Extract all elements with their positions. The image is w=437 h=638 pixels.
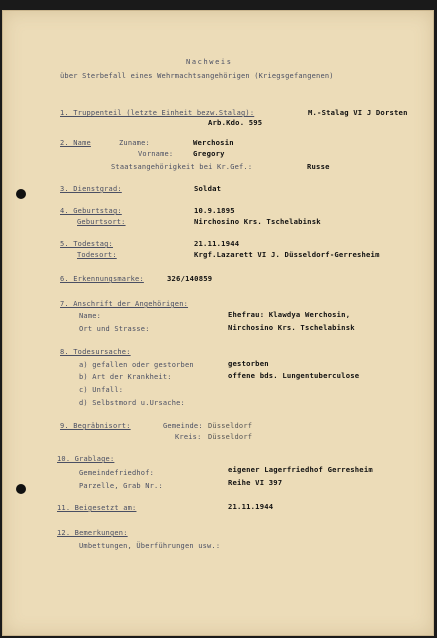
relative-address-value: Nirchosino Krs. Tschelabinsk (228, 323, 355, 332)
surname-label: Zuname: (119, 139, 150, 147)
district-label: Kreis: (175, 433, 202, 441)
field-10-label: 10. Grablage: (57, 455, 115, 463)
field-9-label: 9. Begräbnisort: (60, 422, 131, 430)
cause-a-value: gestorben (228, 359, 269, 368)
field-4-label: 4. Geburtstag: (60, 207, 122, 215)
document-title: Nachweis (186, 58, 233, 66)
cause-d-label: d) Selbstmord u.Ursache: (79, 399, 185, 407)
surname-value: Werchosin (193, 138, 234, 147)
document-subtitle: über Sterbefall eines Wehrmachtsangehörigen (Kriegsgefangenen) (60, 72, 334, 80)
nationality-label: Staatsangehörigkeit bei Kr.Gef.: (111, 163, 253, 171)
field-6-label: 6. Erkennungsmarke: (60, 275, 144, 283)
relative-address-label: Ort und Strasse: (79, 325, 150, 333)
municipality-label: Gemeinde: (163, 422, 203, 430)
grave-value: Reihe VI 397 (228, 478, 283, 487)
relative-name-value: Ehefrau: Klawdya Werchosin, (228, 310, 351, 319)
field-4-label-2: Geburtsort: (77, 218, 126, 226)
cause-b-value: offene bds. Lungentuberculose (228, 371, 360, 380)
municipality-value: Düsseldorf (208, 422, 253, 430)
field-2-label: 2. Name (60, 139, 91, 147)
field-5-label: 5. Todestag: (60, 240, 113, 248)
field-5-value: 21.11.1944 (194, 239, 240, 248)
firstname-label: Vorname: (138, 150, 174, 158)
field-8-label: 8. Todesursache: (60, 348, 131, 356)
field-6-value: 326/140859 (167, 274, 213, 283)
field-1-label: 1. Truppenteil (letzte Einheit bezw.Stalag): (60, 109, 255, 117)
field-11-label: 11. Beigesetzt am: (57, 504, 137, 512)
field-3-value: Soldat (194, 184, 222, 193)
relative-name-label: Name: (79, 312, 102, 320)
field-1-value-2: Arb.Kdo. 595 (208, 118, 263, 127)
punch-hole-bottom (16, 484, 26, 494)
field-12-label: 12. Bemerkungen: (57, 529, 128, 537)
grave-label: Parzelle, Grab Nr.: (79, 482, 163, 490)
cemetery-value: eigener Lagerfriedhof Gerresheim (228, 465, 373, 474)
field-4-value: 10.9.1895 (194, 206, 235, 215)
field-12-value: Umbettungen, Überführungen usw.: (79, 542, 221, 550)
field-1-value: M.-Stalag VI J Dorsten (308, 108, 408, 117)
field-11-value: 21.11.1944 (228, 502, 274, 511)
nationality-value: Russe (307, 162, 330, 171)
field-4-value-2: Nirchosino Krs. Tschelabinsk (194, 217, 321, 226)
district-value: Düsseldorf (208, 433, 253, 441)
cause-a-label: a) gefallen oder gestorben (79, 361, 194, 369)
cause-c-label: c) Unfall: (79, 386, 124, 394)
firstname-value: Gregory (193, 149, 225, 158)
field-5-value-2: Krgf.Lazarett VI J. Düsseldorf-Gerresheim (194, 250, 380, 259)
field-5-label-2: Todesort: (77, 251, 117, 259)
cause-b-label: b) Art der Krankheit: (79, 373, 172, 381)
punch-hole-top (16, 189, 26, 199)
field-7-label: 7. Anschrift der Angehörigen: (60, 300, 189, 308)
cemetery-label: Gemeindefriedhof: (79, 469, 155, 477)
field-3-label: 3. Dienstgrad: (60, 185, 122, 193)
document-page (2, 10, 434, 636)
